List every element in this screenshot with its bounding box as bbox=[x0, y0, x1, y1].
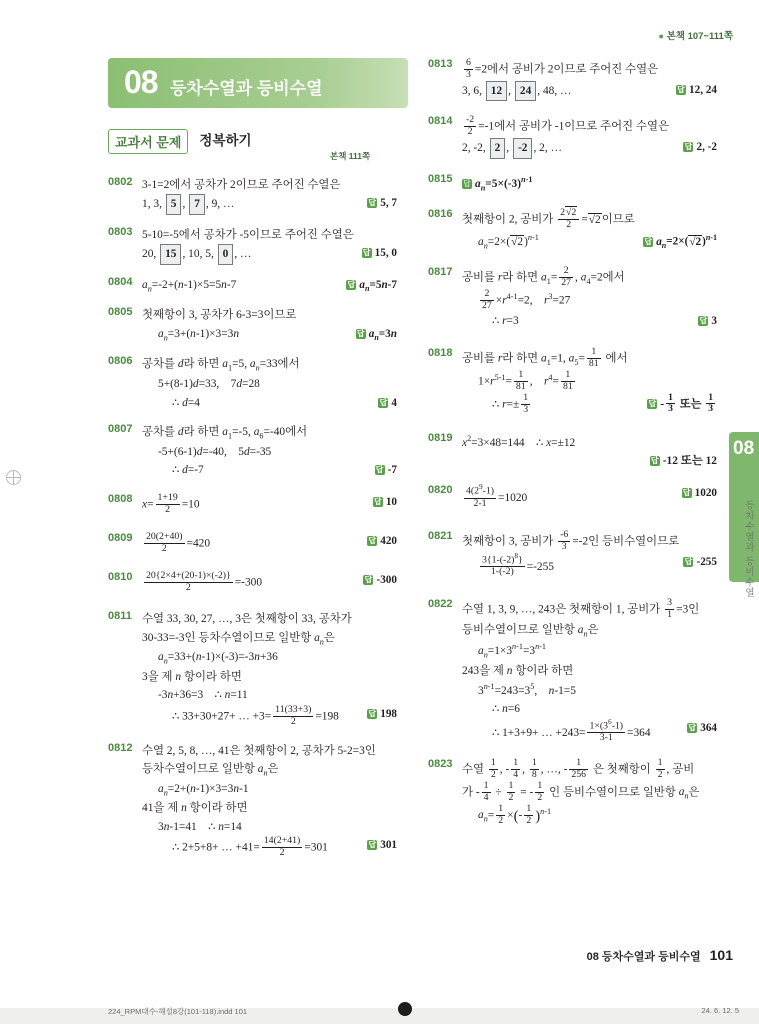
fraction: $\frac{1}{81}$ bbox=[588, 345, 599, 369]
solution-line: ∴ 1+3+9+ … +243= $\frac{1\times(3^6-1)}{3-1}$ =364 답 364 bbox=[492, 717, 717, 743]
solution-line: 수열 $\frac{1}{2}$ , - $\frac{1}{4}$ , $\frac{1}{8}$ , …, - $\frac{1}{256}$ 은 첫째항이 $\frac{1}{2}$ , 공비 bbox=[462, 756, 695, 780]
footer-chapter-label: 08 등차수열과 등비수열 bbox=[586, 951, 701, 963]
question-number: 0813 bbox=[428, 58, 453, 70]
solution-line: $a_n=2+(n-1)\times 3=3n-1$ bbox=[158, 782, 249, 798]
right-column bbox=[428, 58, 728, 840]
section-title: 정복하기 bbox=[199, 133, 252, 148]
blank-box: 12 bbox=[486, 81, 507, 101]
answer-icon: 답 bbox=[379, 397, 388, 407]
solution-body bbox=[462, 173, 717, 194]
bullet-icon: ● bbox=[658, 31, 664, 41]
question-number: 0817 bbox=[428, 266, 453, 279]
question-number: 0807 bbox=[108, 422, 133, 435]
answer-icon: 답 bbox=[375, 465, 384, 474]
fraction: $\frac{-2}{2}$ bbox=[466, 114, 475, 138]
answer: 답 2, -2 bbox=[684, 141, 717, 154]
answer-icon: 답 bbox=[650, 455, 659, 465]
fraction: $\frac{1}{8}$ bbox=[531, 756, 537, 780]
solution-body bbox=[462, 530, 717, 578]
solution-body bbox=[462, 432, 717, 471]
solution-line: 5-10=-5에서 공차가 -5이므로 주어진 수열은 bbox=[142, 228, 354, 241]
chapter-banner bbox=[108, 58, 408, 108]
answer: 답 301 bbox=[368, 839, 397, 852]
solution-item-0819 bbox=[428, 432, 728, 471]
fraction: $\frac{14(2+41)}{2}$ bbox=[263, 835, 301, 859]
answer-icon: 답 bbox=[347, 279, 356, 289]
solution-body bbox=[142, 226, 397, 265]
fraction: $\frac{2√2}{2}$ bbox=[558, 208, 579, 231]
solution-line: $a_n=1\times 3^{n-1}=3^{n-1}$ bbox=[478, 642, 547, 660]
fraction: $\frac{1}{2}$ bbox=[537, 779, 543, 803]
answer-icon: 답 bbox=[648, 399, 657, 409]
answer-icon: 답 bbox=[684, 142, 693, 152]
solution-line: 첫째항이 2, 공비가 $\frac{2√2}{2}$ =√2이므로 bbox=[462, 207, 635, 231]
answer: 답 $a_n=3n$ bbox=[356, 327, 397, 343]
solution-line: 3을 제 n 항이라 하면 bbox=[142, 670, 242, 683]
chapter-title: 등차수열과 등비수열 bbox=[170, 79, 323, 98]
solution-line: 등비수열이므로 일반항 $a_n$은 bbox=[462, 623, 599, 638]
solution-item-0811 bbox=[108, 610, 408, 727]
fraction: $\frac{1}{81}$ bbox=[562, 368, 573, 392]
top-reference-text: 본책 107~111쪽 bbox=[666, 31, 733, 42]
fraction: $\frac{6}{3}$ bbox=[466, 57, 471, 80]
solution-body bbox=[462, 266, 717, 330]
page-footer bbox=[587, 947, 733, 964]
solution-item-0804 bbox=[108, 276, 408, 296]
answer: 답 -255 bbox=[684, 555, 717, 568]
answer: 답 -300 bbox=[364, 574, 397, 587]
question-number: 0803 bbox=[108, 225, 133, 238]
solution-line: 1, 3, 5 , 7 , 9, … 답 5, 7 bbox=[142, 194, 397, 214]
answer: 답 $a_n=2\times(√2)^{n-1}$ bbox=[644, 233, 717, 251]
fraction: $\frac{1}{3}$ bbox=[523, 391, 529, 415]
answer: 답 1020 bbox=[682, 487, 717, 500]
solution-body bbox=[142, 355, 397, 412]
solution-body bbox=[462, 208, 717, 252]
section-reference: 본책 111쪽 bbox=[330, 151, 371, 161]
solution-line: $1\times r^{5-1}=$ $\frac{1}{81}$ , $r^4=$ $\frac{1}{81}$ bbox=[478, 368, 573, 392]
fraction: $\frac{1}{2}$ bbox=[490, 756, 496, 780]
solution-item-0817 bbox=[428, 266, 728, 330]
solution-body bbox=[462, 347, 717, 416]
fraction: $\frac{3}{1}$ bbox=[667, 596, 673, 620]
question-number: 0818 bbox=[428, 346, 453, 359]
solution-line: $a_n=3+(n-1)\times 3=3n$ 답 $a_n=3n$ bbox=[142, 325, 397, 345]
solution-line: 공차를 d라 하면 $a_1=5$, $a_n=33$에서 bbox=[142, 358, 300, 373]
solution-line: ∴ 2+5+8+ … +41= $\frac{14(2+41)}{2}$ =301 답 301 bbox=[172, 835, 397, 859]
solution-line: 첫째항이 3, 공비가 $\frac{-6}{3}$ =-2인 등비수열이므로 bbox=[462, 528, 680, 552]
fraction: $\frac{1}{2}$ bbox=[498, 802, 504, 826]
solution-line: $a_n=$ $\frac{1}{2}$ ×(- $\frac{1}{2}$ )$^{n-1}$ bbox=[478, 802, 552, 826]
solution-line: $\frac{-2}{2}$ =-1에서 공비가 -1이므로 주어진 수열은 bbox=[466, 114, 670, 138]
solution-line: 41을 제 n 항이라 하면 bbox=[142, 802, 248, 815]
fraction: $\frac{1}{3}$ bbox=[708, 391, 713, 415]
side-tab-number: 08 bbox=[733, 438, 755, 459]
solution-body bbox=[142, 493, 397, 516]
answer: 답 364 bbox=[688, 721, 717, 734]
print-file-name: 224_RPM대수-해설8강(101-118).indd 101 bbox=[108, 1007, 248, 1016]
print-date: 24. 6. 12. 5 bbox=[701, 1006, 739, 1015]
answer-icon: 답 bbox=[699, 316, 708, 326]
solution-line: 첫째항이 3, 공차가 6-3=3이므로 bbox=[142, 309, 297, 322]
solution-line: 30-33=-3인 등차수열이므로 일반항 $a_n$은 bbox=[142, 631, 335, 647]
solution-item-0805 bbox=[108, 306, 408, 344]
solution-item-0814 bbox=[428, 115, 728, 158]
question-number: 0816 bbox=[428, 208, 453, 221]
answer-icon: 답 bbox=[356, 328, 365, 338]
solution-item-0802 bbox=[108, 176, 408, 215]
footer-page-number: 101 bbox=[709, 947, 733, 963]
fraction: $\frac{1}{81}$ bbox=[515, 368, 526, 392]
solution-body bbox=[142, 176, 397, 215]
solution-line: 243을 제 n 항이라 하면 bbox=[462, 664, 574, 677]
solution-body bbox=[462, 115, 717, 158]
solution-line: 수열 33, 30, 27, …, 3은 첫째항이 33, 공차가 bbox=[142, 613, 352, 626]
answer-icon: 답 bbox=[688, 722, 697, 732]
solution-item-0815 bbox=[428, 173, 728, 194]
solution-item-0812 bbox=[108, 742, 408, 859]
answer: 답 3 bbox=[699, 315, 717, 328]
answer-icon: 답 bbox=[682, 488, 691, 498]
solution-line: ∴ 33+30+27+ … +3= $\frac{11(33+3)}{2}$ =198 답 198 bbox=[172, 703, 397, 727]
answer-icon: 답 bbox=[684, 556, 693, 566]
answer-icon: 답 bbox=[362, 248, 371, 258]
blank-box: 5 bbox=[166, 194, 182, 214]
solution-body bbox=[142, 306, 397, 344]
answer-icon: 답 bbox=[368, 536, 377, 546]
fraction: $\frac{1}{3}$ bbox=[668, 391, 673, 415]
answer: 답 - $\frac{1}{3}$ 또는 $\frac{1}{3}$ bbox=[648, 391, 713, 415]
solution-item-0807 bbox=[108, 423, 408, 480]
solution-line: $a_n=-2+(n-1)\times 5=5n-7$ 답 $a_n=5n-7$ bbox=[142, 276, 397, 296]
solution-body bbox=[142, 742, 397, 859]
answer-icon: 답 bbox=[368, 708, 377, 718]
answer-icon: 답 bbox=[368, 198, 377, 208]
question-number: 0810 bbox=[108, 571, 133, 584]
fraction: $\frac{20\{2\times 4+(20-1)\times(-2)\}}{2}$ bbox=[146, 570, 231, 594]
top-reference bbox=[659, 28, 733, 42]
blank-box: 15 bbox=[160, 244, 181, 264]
question-number: 0806 bbox=[108, 355, 133, 368]
solution-line: $3^{n-1}=243=3^5$, n-1=5 bbox=[478, 682, 576, 697]
side-tab-label: 등차수열과 등비수열 bbox=[743, 500, 754, 599]
fraction: $\frac{1+19}{2}$ bbox=[157, 492, 178, 516]
blank-box: 0 bbox=[218, 244, 234, 264]
solution-line: x= $\frac{1+19}{2}$ =10 답 10 bbox=[142, 492, 397, 516]
solution-line: 20, 15 , 10, 5, 0 , … 답 15, 0 bbox=[142, 244, 397, 264]
question-number: 0804 bbox=[108, 275, 133, 288]
fraction: $\frac{3\{1-(-2)^8\}}{1-(-2)}$ bbox=[482, 551, 523, 577]
answer: 답 5, 7 bbox=[368, 197, 397, 210]
fraction: $\frac{1}{2}$ bbox=[657, 756, 663, 780]
solution-item-0823 bbox=[428, 758, 728, 829]
solution-line: 수열 2, 5, 8, …, 41은 첫째항이 2, 공차가 5-2=3인 bbox=[142, 744, 376, 757]
answer: 답 420 bbox=[368, 535, 397, 548]
solution-body bbox=[462, 58, 717, 101]
solution-line: $\frac{2}{27}$ $\times r^{4-1}=2$, $r^3=27$ bbox=[482, 288, 571, 312]
question-number: 0819 bbox=[428, 431, 453, 444]
solution-line: $\frac{20\{2\times 4+(20-1)\times(-2)\}}{2}$ =-300 답 -300 bbox=[146, 570, 397, 594]
solution-line: ∴ n=6 bbox=[492, 703, 520, 716]
solution-line: 공비를 r라 하면 $a_1=1$, $a_5=$ $\frac{1}{81}$ 에서 bbox=[462, 345, 628, 369]
solution-line: 2, -2, 2 , -2 , 2, … 답 2, -2 bbox=[462, 138, 717, 158]
fraction: $\frac{11(33+3)}{2}$ bbox=[275, 703, 312, 727]
solution-line: $\frac{20(2+40)}{2}$ =420 답 420 bbox=[146, 531, 397, 555]
fraction: $\frac{2}{27}$ bbox=[561, 265, 572, 289]
answer-icon: 답 bbox=[644, 236, 653, 246]
answer: 답 10 bbox=[373, 496, 397, 509]
solution-body bbox=[462, 484, 717, 509]
answer: 답 12, 24 bbox=[677, 83, 717, 96]
solution-line: 수열 1, 3, 9, …, 243은 첫째항이 1, 공비가 $\frac{3}{1}$ =3인 bbox=[462, 596, 700, 620]
solution-item-0821 bbox=[428, 530, 728, 578]
solution-line: 가 - $\frac{1}{4}$ ÷ $\frac{1}{2}$ = - $\frac{1}{2}$ 인 등비수열이므로 일반항 $a_n$은 bbox=[462, 779, 700, 803]
solution-item-0806 bbox=[108, 355, 408, 412]
solution-body bbox=[142, 276, 397, 296]
solution-line: 답 $a_n=5\times(-3)^{n-1}$ bbox=[463, 174, 533, 192]
solution-line: -5+(6-1)d=-40, 5d=-35 bbox=[158, 445, 272, 458]
fraction: $\frac{1}{4}$ bbox=[483, 779, 489, 803]
question-number: 0822 bbox=[428, 597, 453, 610]
solution-body bbox=[142, 610, 397, 727]
solution-line: $\frac{3\{1-(-2)^8\}}{1-(-2)}$ =-255 답 -255 bbox=[482, 551, 717, 577]
answer-icon: 답 bbox=[373, 497, 382, 507]
answer: 답 -7 bbox=[375, 464, 397, 476]
fraction: $\frac{1}{2}$ bbox=[508, 779, 514, 803]
answer: 답 198 bbox=[368, 707, 397, 720]
solution-line: 공차를 d라 하면 $a_1=-5$, $a_6=-40$에서 bbox=[142, 425, 308, 441]
solution-item-0810 bbox=[108, 571, 408, 594]
blank-box: 7 bbox=[189, 194, 205, 214]
question-number: 0809 bbox=[108, 532, 133, 545]
answer-icon: 답 bbox=[463, 178, 471, 188]
solution-line: 3n-1=41 ∴ n=14 bbox=[158, 820, 242, 833]
solution-item-0818 bbox=[428, 347, 728, 416]
fraction: $\frac{1\times(3^6-1)}{3-1}$ bbox=[589, 717, 624, 743]
solution-line: 3, 6, 12 , 24 , 48, … 답 12, 24 bbox=[462, 81, 717, 101]
question-number: 0812 bbox=[108, 741, 133, 754]
answer: 답 $a_n=5n-7$ bbox=[347, 278, 397, 294]
question-number: 0808 bbox=[108, 493, 133, 506]
solution-body bbox=[142, 423, 397, 480]
solution-item-0820 bbox=[428, 484, 728, 509]
answer-icon: 답 bbox=[368, 840, 377, 850]
answer: 답 15, 0 bbox=[362, 247, 397, 260]
solution-item-0803 bbox=[108, 226, 408, 265]
solution-line: $\frac{6}{3}$ =2에서 공비가 2이므로 주어진 수열은 bbox=[466, 57, 659, 80]
fraction: $\frac{1}{2}$ bbox=[526, 802, 532, 826]
blank-box: 24 bbox=[515, 81, 536, 101]
left-column bbox=[108, 176, 408, 870]
answer: 답 -12 또는 12 bbox=[650, 454, 717, 467]
solution-body bbox=[142, 571, 397, 594]
fraction: $\frac{20(2+40)}{2}$ bbox=[146, 531, 183, 555]
question-number: 0823 bbox=[428, 757, 453, 770]
solution-line: 등차수열이므로 일반항 $a_n$은 bbox=[142, 763, 279, 778]
section-badge: 교과서 문제 bbox=[108, 129, 188, 154]
solution-line: ∴ d=-7 답 -7 bbox=[142, 461, 397, 479]
fraction: $\frac{1}{4}$ bbox=[513, 756, 519, 780]
answer-icon: 답 bbox=[364, 575, 373, 585]
solution-body bbox=[142, 532, 397, 555]
chapter-number: 08 bbox=[124, 64, 158, 100]
solution-item-0813 bbox=[428, 58, 728, 101]
question-number: 0814 bbox=[428, 115, 453, 128]
solution-line: $x^2=3\times 48=144$ ∴ x=±12 bbox=[462, 433, 576, 449]
question-number: 0821 bbox=[428, 529, 453, 542]
solution-line: 공비를 r라 하면 $a_1=$ $\frac{2}{27}$ , $a_4=2$에서 bbox=[462, 265, 625, 289]
solution-line: -3n+36=3 ∴ n=11 bbox=[158, 689, 248, 702]
fraction: $\frac{2}{27}$ bbox=[482, 288, 492, 312]
solution-body bbox=[462, 598, 717, 744]
question-number: 0811 bbox=[108, 610, 132, 623]
fraction: $\frac{4(2^9-1)}{2-1}$ bbox=[466, 483, 495, 509]
fraction: $\frac{1}{256}$ bbox=[571, 756, 587, 780]
question-number: 0820 bbox=[428, 484, 453, 497]
blank-box: -2 bbox=[513, 138, 533, 158]
question-number: 0815 bbox=[428, 172, 453, 185]
blank-box: 2 bbox=[490, 138, 506, 158]
solution-line: 5+(8-1)d=33, 7d=28 bbox=[158, 378, 260, 391]
solution-line: $\frac{4(2^9-1)}{2-1}$ =1020 답 1020 bbox=[466, 483, 717, 509]
solution-line: ∴ r=3 답 3 bbox=[462, 312, 717, 330]
question-number: 0802 bbox=[108, 176, 133, 188]
solution-line: $a_n=2\times(√2)^{n-1}$ 답 $a_n=2\times(√2)^{n-1}$ bbox=[478, 233, 717, 251]
fraction: $\frac{-6}{3}$ bbox=[560, 528, 569, 552]
solution-body bbox=[462, 758, 717, 829]
solution-line: ∴ d=4 답 4 bbox=[142, 394, 397, 412]
registration-mark-left bbox=[6, 470, 21, 485]
question-number: 0805 bbox=[108, 306, 133, 319]
solution-line: $a_n=33+(n-1)\times(-3)=-3n+36$ bbox=[158, 651, 278, 666]
solution-item-0816 bbox=[428, 208, 728, 252]
registration-mark-bottom bbox=[398, 1002, 412, 1016]
solution-line: ∴ r=± $\frac{1}{3}$ 답 - $\frac{1}{3}$ 또는 $\frac{1}{3}$ bbox=[462, 393, 717, 416]
solution-line: 3-1=2에서 공차가 2이므로 주어진 수열은 bbox=[142, 179, 341, 191]
solution-item-0808 bbox=[108, 493, 408, 516]
solution-item-0822 bbox=[428, 598, 728, 744]
solution-item-0809 bbox=[108, 532, 408, 555]
answer-icon: 답 bbox=[677, 84, 685, 94]
answer: 답 4 bbox=[379, 396, 397, 409]
